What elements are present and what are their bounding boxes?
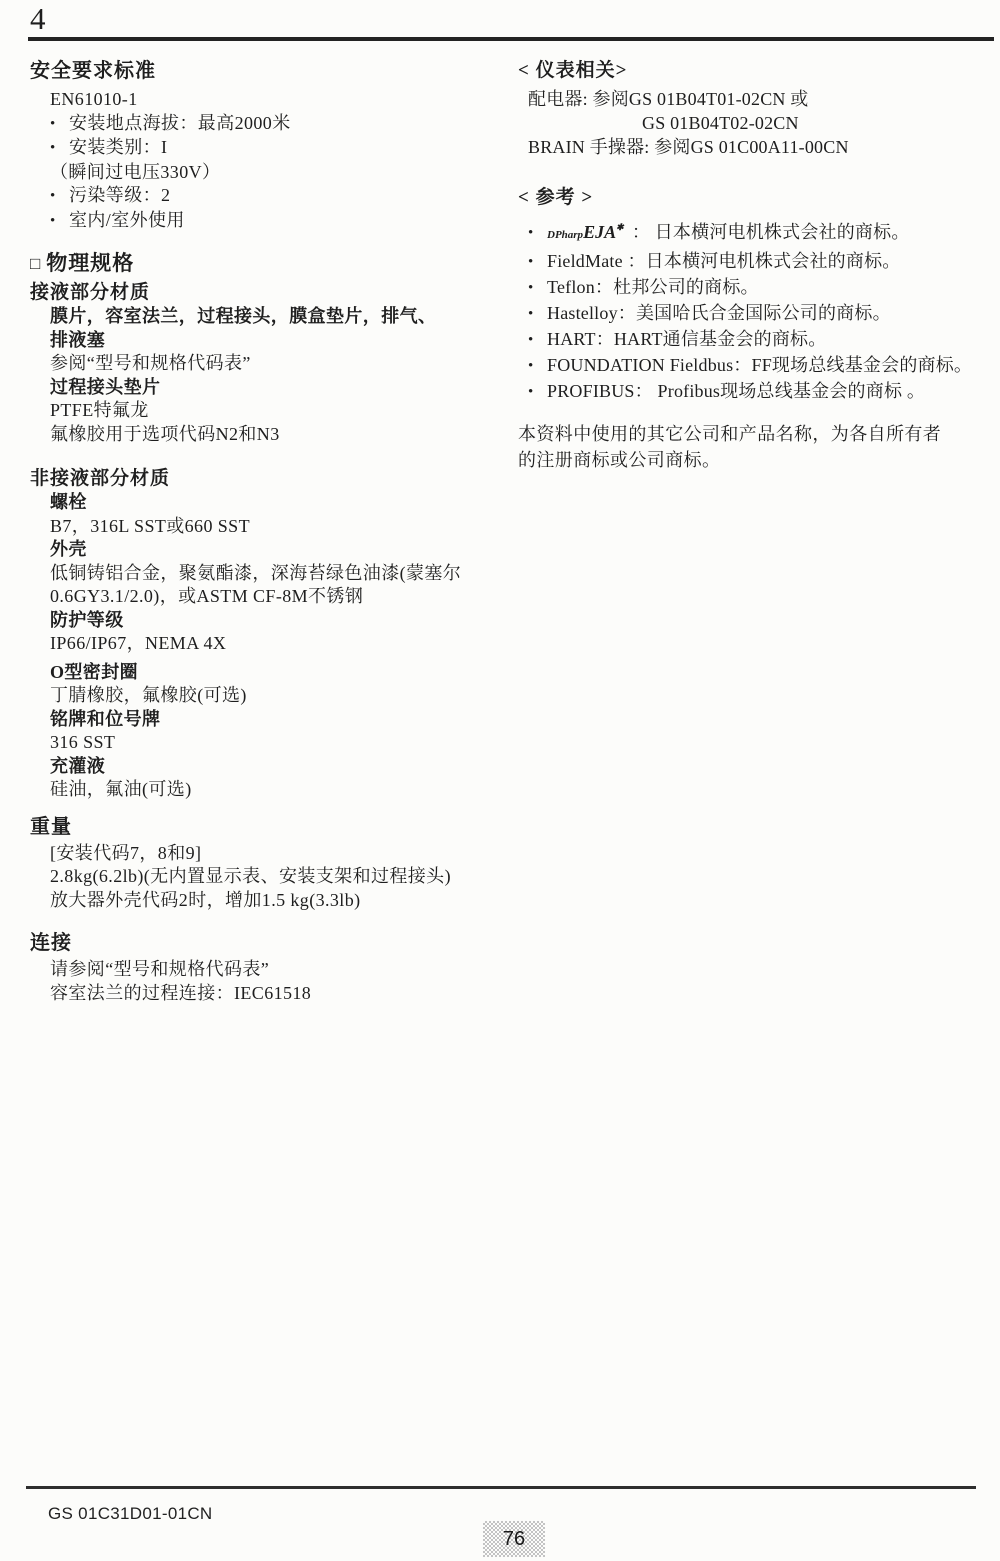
- square-box-icon: □: [30, 254, 42, 273]
- spec-text: 污染等级：2: [69, 185, 171, 205]
- spec-line: EN61010-1: [50, 89, 138, 109]
- spec-line: 膜片，容室法兰，过程接头，膜盒垫片，排气、: [50, 306, 437, 326]
- section-heading-connection: 连接: [30, 932, 72, 954]
- spec-line: （瞬间过电压330V）: [50, 161, 221, 182]
- spec-line: 316 SST: [50, 732, 116, 752]
- spec-line: 丁腈橡胶，氟橡胶(可选): [50, 685, 247, 705]
- trademark-item: [518, 379, 998, 405]
- bullet-icon: •: [528, 254, 534, 270]
- spec-line: [30, 209, 518, 234]
- dpharp-eja-logo: [547, 214, 624, 249]
- eja-logo-text: EJA: [583, 222, 617, 242]
- bullet-icon: •: [50, 188, 56, 204]
- trademark-text: FieldMate ：日本横河电机株式会社的商标。: [547, 251, 901, 271]
- spec-line: O型密封圈: [50, 661, 139, 682]
- trademark-text: HART：HART通信基金会的商标。: [547, 329, 827, 349]
- spec-line: [30, 136, 518, 161]
- bullet-icon: •: [528, 280, 534, 296]
- spec-line: 螺栓: [50, 492, 87, 512]
- trademark-item: [518, 275, 998, 301]
- bullet-icon: •: [528, 384, 534, 400]
- bullet-icon: •: [528, 225, 534, 241]
- page-number: 76: [502, 1527, 526, 1550]
- trademark-text: FOUNDATION Fieldbus：FF现场总线基金会的商标。: [547, 355, 973, 375]
- trademark-item: [518, 214, 998, 249]
- trademark-item: [518, 327, 998, 353]
- spec-line: [30, 184, 518, 209]
- spec-line: 充灌液: [50, 755, 106, 776]
- bullet-icon: •: [528, 332, 534, 348]
- spec-line: 硅油，氟油(可选): [50, 779, 192, 799]
- spec-text: 室内/室外使用: [69, 209, 185, 230]
- spec-line: 防护等级: [50, 609, 124, 630]
- trademark-text: ： 日本横河电机株式会社的商标。: [631, 222, 910, 242]
- page-number-highlight: [483, 1521, 545, 1557]
- spec-line: 铭牌和位号牌: [50, 708, 161, 729]
- spec-line: [30, 112, 518, 137]
- spec-text: 安装地点海拔：最高2000米: [69, 112, 291, 133]
- spec-line: 放大器外壳代码2时，增加1.5 kg(3.3lb): [50, 889, 361, 910]
- spec-line: 请参阅“型号和规格代码表”: [50, 959, 270, 979]
- section-heading-instrument-related: < 仪表相关>: [518, 60, 628, 81]
- spec-line: 0.6GY3.1/2.0)，或ASTM CF-8M不锈钢: [50, 586, 364, 606]
- section-heading-reference: < 参考 >: [518, 187, 594, 208]
- spec-line: 过程接头垫片: [50, 376, 161, 397]
- section-heading-text: 物理规格: [46, 251, 135, 275]
- spec-line: 参阅“型号和规格代码表”: [50, 353, 251, 373]
- spec-line: [安装代码7，8和9]: [50, 842, 202, 863]
- spec-line: 低铜铸铝合金，聚氨酯漆，深海苔绿色油漆(蒙塞尔: [50, 562, 462, 583]
- footer-document-number: GS 01C31D01-01CN: [48, 1504, 213, 1523]
- section-heading-nonwetted: 非接液部分材质: [30, 468, 171, 489]
- bullet-icon: •: [50, 115, 56, 132]
- trademark-note-line: 本资料中使用的其它公司和产品名称，为各自所有者: [518, 424, 942, 444]
- chapter-number: 4: [30, 1, 46, 36]
- section-heading-physical: [30, 250, 518, 278]
- spec-text: 安装类别：I: [69, 137, 168, 157]
- chapter-rule: [28, 37, 994, 41]
- bullet-icon: •: [528, 358, 534, 374]
- related-doc-line: GS 01B04T02-02CN: [642, 113, 799, 133]
- section-heading-safety: 安全要求标准: [30, 60, 156, 82]
- spec-line: 氟橡胶用于选项代码N2和N3: [50, 423, 280, 444]
- dpharp-logo-text: DPharp: [547, 229, 584, 241]
- bullet-icon: •: [50, 140, 56, 156]
- trademark-item: [518, 301, 998, 327]
- spec-line: PTFE特氟龙: [50, 400, 149, 420]
- spec-line: 排液塞: [50, 329, 106, 350]
- section-heading-wetted: 接液部分材质: [30, 282, 151, 303]
- trademark-text: Teflon：杜邦公司的商标。: [547, 277, 759, 297]
- spec-line: 容室法兰的过程连接：IEC61518: [50, 982, 312, 1003]
- related-doc-line: 配电器: 参阅GS 01B04T01-02CN 或: [528, 89, 809, 109]
- bullet-icon: •: [528, 306, 534, 322]
- right-column: [518, 58, 998, 473]
- left-column: [30, 58, 518, 1005]
- trademark-note-line: 的注册商标或公司商标。: [518, 450, 721, 470]
- trademark-item: [518, 249, 998, 275]
- trademark-text: PROFIBUS： Profibus现场总线基金会的商标 。: [547, 381, 926, 401]
- trademark-item: [518, 353, 998, 379]
- trademark-text: Hastelloy：美国哈氏合金国际公司的商标。: [547, 303, 891, 323]
- spec-line: 2.8kg(6.2lb)(无内置显示表、安装支架和过程接头): [50, 866, 451, 886]
- related-doc-line: BRAIN 手操器: 参阅GS 01C00A11-00CN: [528, 137, 849, 157]
- spec-line: B7，316L SST或660 SST: [50, 515, 250, 536]
- spec-line: 外壳: [50, 539, 87, 559]
- trademark-mark-icon: ✱: [616, 222, 624, 232]
- footer-rule: [26, 1486, 976, 1489]
- bullet-icon: •: [50, 212, 56, 229]
- spec-line: IP66/IP67，NEMA 4X: [50, 633, 227, 653]
- section-heading-weight: 重量: [30, 815, 72, 838]
